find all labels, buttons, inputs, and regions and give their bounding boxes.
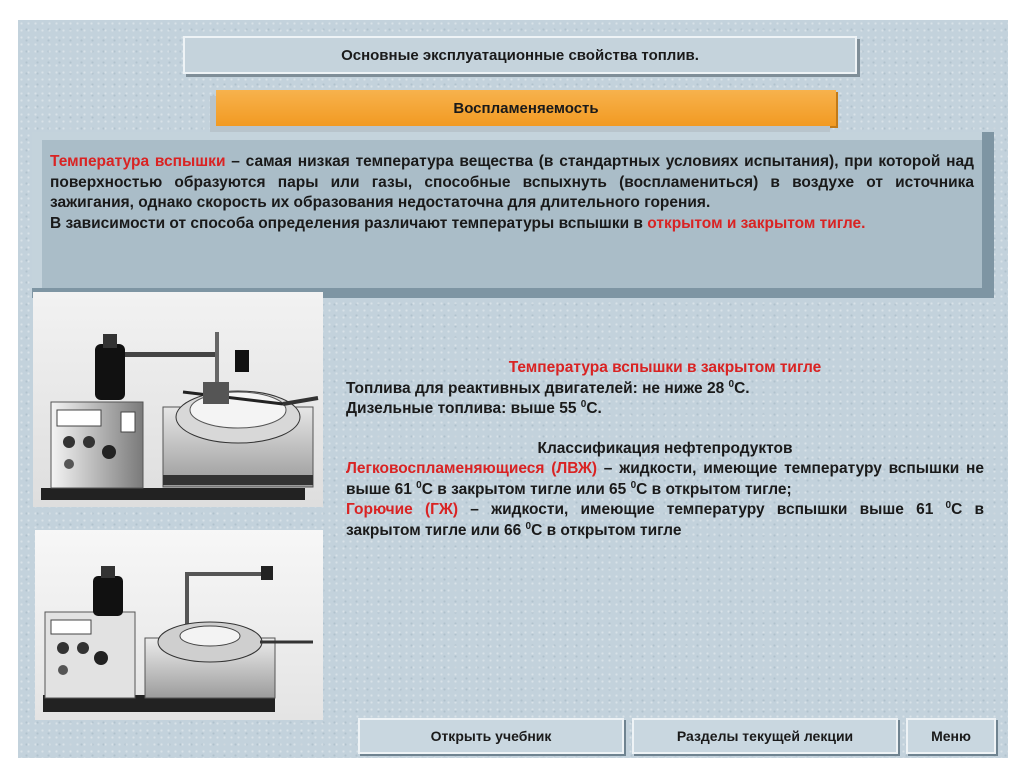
classification-heading: Классификация нефтепродуктов	[537, 439, 793, 457]
open-textbook-button[interactable]	[358, 718, 624, 754]
degree-mark: 0	[630, 479, 637, 491]
slide-title-text: Основные эксплуатационные свойства топлив.	[341, 46, 699, 64]
lvzh-term: Легковоспламеняющиеся (ЛВЖ)	[346, 460, 598, 477]
definition-line2: В зависимости от способа определения различают температуры вспышки в	[50, 214, 648, 232]
lecture-sections-label: Разделы текущей лекции	[676, 728, 854, 744]
lvzh-text: С в закрытом тигле или 65	[421, 480, 631, 498]
degree-mark: 0	[580, 398, 587, 410]
degree-mark: 0	[416, 479, 422, 491]
gzh-paragraph	[346, 500, 984, 541]
closed-cup-apparatus-photo	[33, 292, 323, 507]
slide-subtitle	[216, 90, 836, 126]
gzh-text: – жидкости, имеющие температуру вспышки выше 61	[458, 501, 946, 518]
jet-fuel-line	[346, 379, 984, 400]
definition-text	[50, 152, 974, 234]
jet-fuel-text: Топлива для реактивных двигателей: не ниже 28	[346, 379, 729, 397]
definition-term: Температура вспышки	[50, 153, 226, 170]
degree-mark: 0	[525, 520, 532, 532]
jet-fuel-unit: С.	[734, 379, 750, 397]
lecture-sections-button[interactable]	[632, 718, 898, 754]
lvzh-text: С в открытом тигле;	[636, 480, 792, 498]
menu-label: Меню	[931, 728, 971, 744]
closed-cup-heading: Температура вспышки в закрытом тигле	[508, 359, 822, 376]
menu-button[interactable]	[906, 718, 996, 754]
flash-point-info	[346, 358, 984, 541]
gzh-term: Горючие (ГЖ)	[346, 501, 459, 518]
degree-mark: 0	[945, 499, 952, 511]
diesel-unit: С.	[586, 400, 602, 417]
gzh-text: С в закрытом тигле или 66	[346, 501, 985, 539]
lvzh-paragraph	[346, 459, 984, 500]
slide-subtitle-text: Воспламеняемость	[453, 99, 599, 117]
definition-body: – самая низкая температура вещества (в стандартных условиях испытания), при которой над поверхностью образуются пары или газы, способные вспыхнуть (воспламениться) в воздухе от источника зажигания, однако скорость их образования недостаточна для длительного горения.	[50, 153, 974, 211]
open-cup-apparatus-photo	[35, 530, 323, 720]
diesel-line	[346, 399, 984, 420]
definition-line2-highlight: открытом и закрытом тигле.	[647, 214, 866, 232]
diesel-text: Дизельные топлива: выше 55	[346, 400, 581, 417]
lvzh-text: – жидкости, имеющие температуру вспышки не выше 61	[346, 460, 984, 498]
degree-mark: 0	[728, 378, 735, 390]
open-textbook-label: Открыть учебник	[430, 728, 552, 744]
slide-title	[183, 36, 857, 74]
gzh-text: С в открытом тигле	[531, 521, 682, 539]
